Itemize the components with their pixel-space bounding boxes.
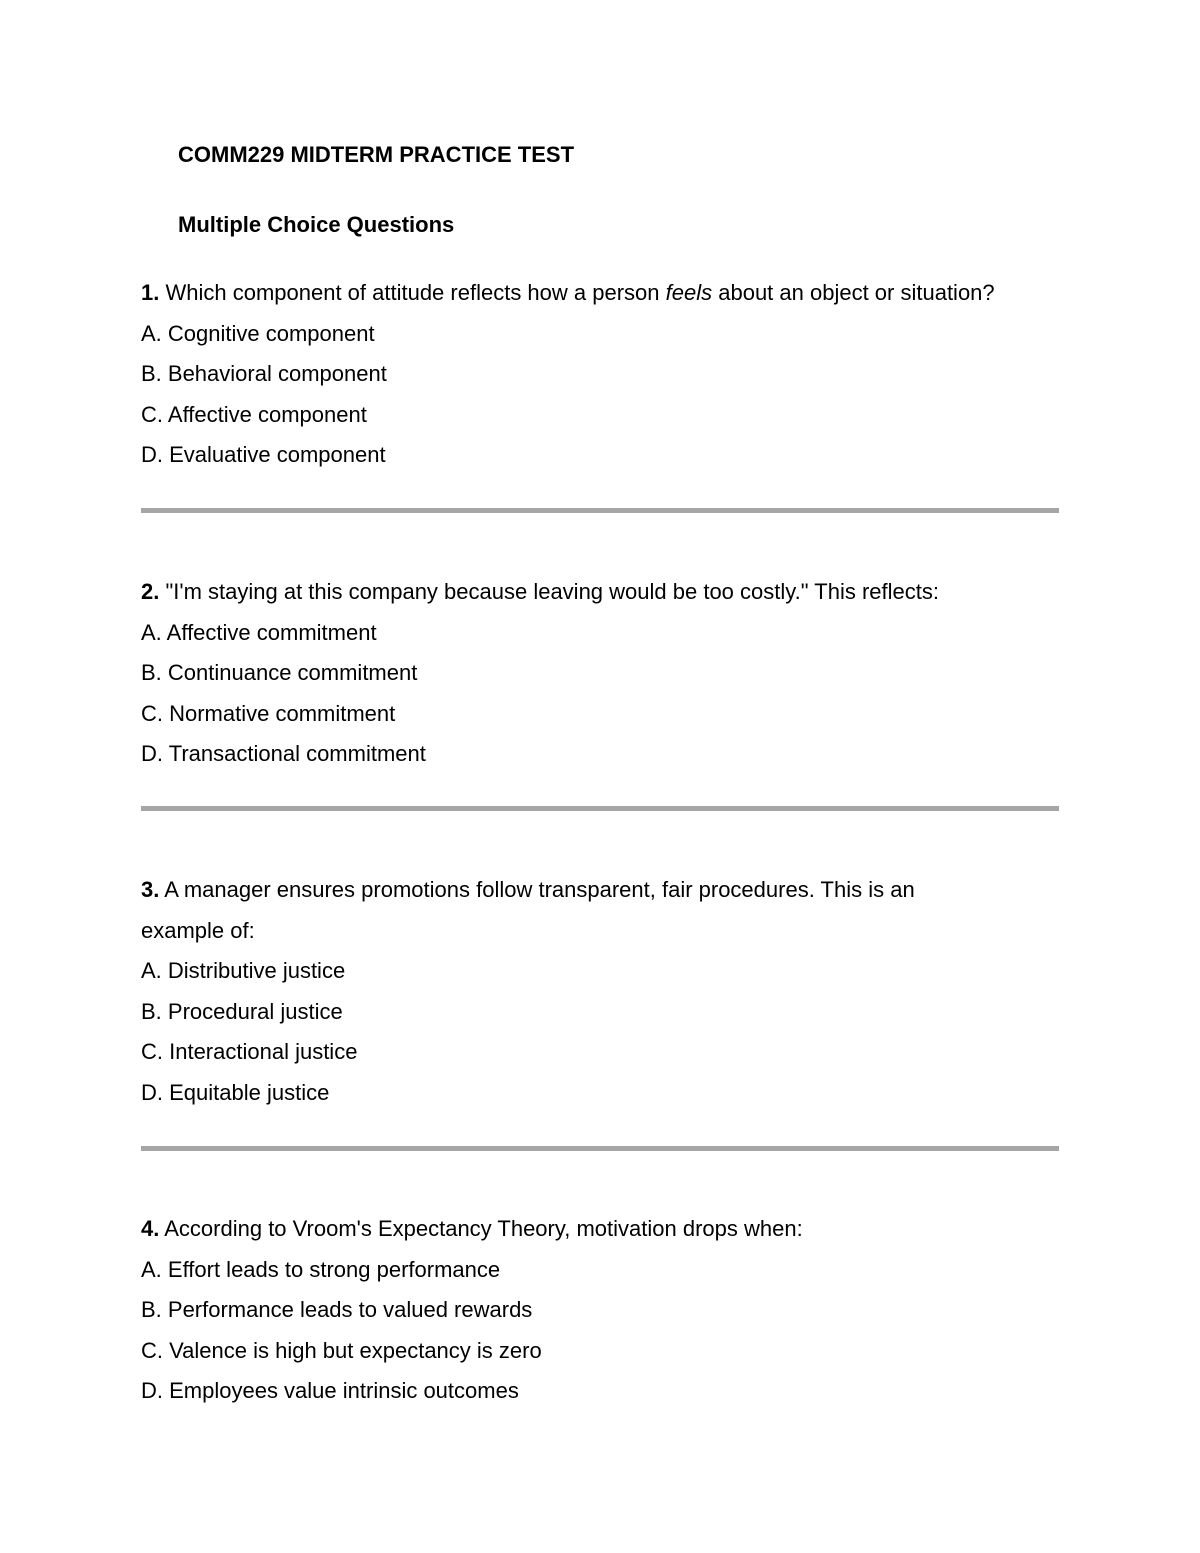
question-2-stem bbox=[141, 572, 1071, 613]
question-2 bbox=[141, 572, 1071, 775]
question-4-option-c: C. Valence is high but expectancy is zero bbox=[141, 1337, 542, 1363]
question-1-option-d: D. Evaluative component bbox=[141, 442, 386, 467]
question-4-stem bbox=[141, 1209, 1071, 1250]
question-4-stem-text: According to Vroom's Expectancy Theory, motivation drops when: bbox=[159, 1216, 803, 1241]
question-1-stem-text-end: about an object or situation? bbox=[712, 280, 995, 305]
question-4-option-a: A. Effort leads to strong performance bbox=[141, 1256, 501, 1282]
question-3-option-c: C. Interactional justice bbox=[141, 1039, 358, 1064]
question-4 bbox=[141, 1209, 1071, 1412]
question-4-number: 4. bbox=[141, 1216, 160, 1241]
question-4-option-d: D. Employees value intrinsic outcomes bbox=[141, 1378, 519, 1403]
question-1-option-c: C. Affective component bbox=[141, 401, 367, 427]
question-1-option-a: A. Cognitive component bbox=[141, 320, 375, 346]
question-3-stem bbox=[141, 870, 1071, 911]
question-2-option-b: B. Continuance commitment bbox=[141, 660, 418, 685]
question-2-stem-text: "I'm staying at this company because leaving would be too costly." This reflects: bbox=[159, 579, 939, 604]
question-3-stem-text: A manager ensures promotions follow transparent, fair procedures. This is an bbox=[159, 877, 915, 902]
question-1 bbox=[141, 273, 1071, 476]
question-1-stem-emphasis: feels bbox=[665, 280, 713, 305]
question-3-option-a: A. Distributive justice bbox=[141, 958, 346, 983]
question-divider bbox=[141, 1146, 1059, 1151]
question-2-option-d: D. Transactional commitment bbox=[141, 741, 426, 766]
question-4-option-b: B. Performance leads to valued rewards bbox=[141, 1297, 533, 1322]
question-1-number: 1. bbox=[141, 280, 160, 305]
section-heading: Multiple Choice Questions bbox=[178, 212, 455, 237]
question-1-option-b: B. Behavioral component bbox=[141, 361, 387, 386]
page-title: COMM229 MIDTERM PRACTICE TEST bbox=[178, 142, 575, 167]
question-3-option-b: B. Procedural justice bbox=[141, 998, 343, 1024]
question-3-number: 3. bbox=[141, 877, 160, 902]
question-3-stem-continued: example of: bbox=[141, 917, 255, 943]
question-3-option-d: D. Equitable justice bbox=[141, 1079, 330, 1105]
question-2-option-a: A. Affective commitment bbox=[141, 619, 377, 645]
question-1-stem-text: Which component of attitude reflects how a person bbox=[159, 280, 666, 305]
question-3 bbox=[141, 870, 1071, 1113]
question-2-option-c: C. Normative commitment bbox=[141, 700, 396, 726]
question-1-stem bbox=[141, 273, 1071, 314]
question-2-number: 2. bbox=[141, 579, 160, 604]
question-divider bbox=[141, 806, 1059, 811]
question-divider bbox=[141, 508, 1059, 513]
